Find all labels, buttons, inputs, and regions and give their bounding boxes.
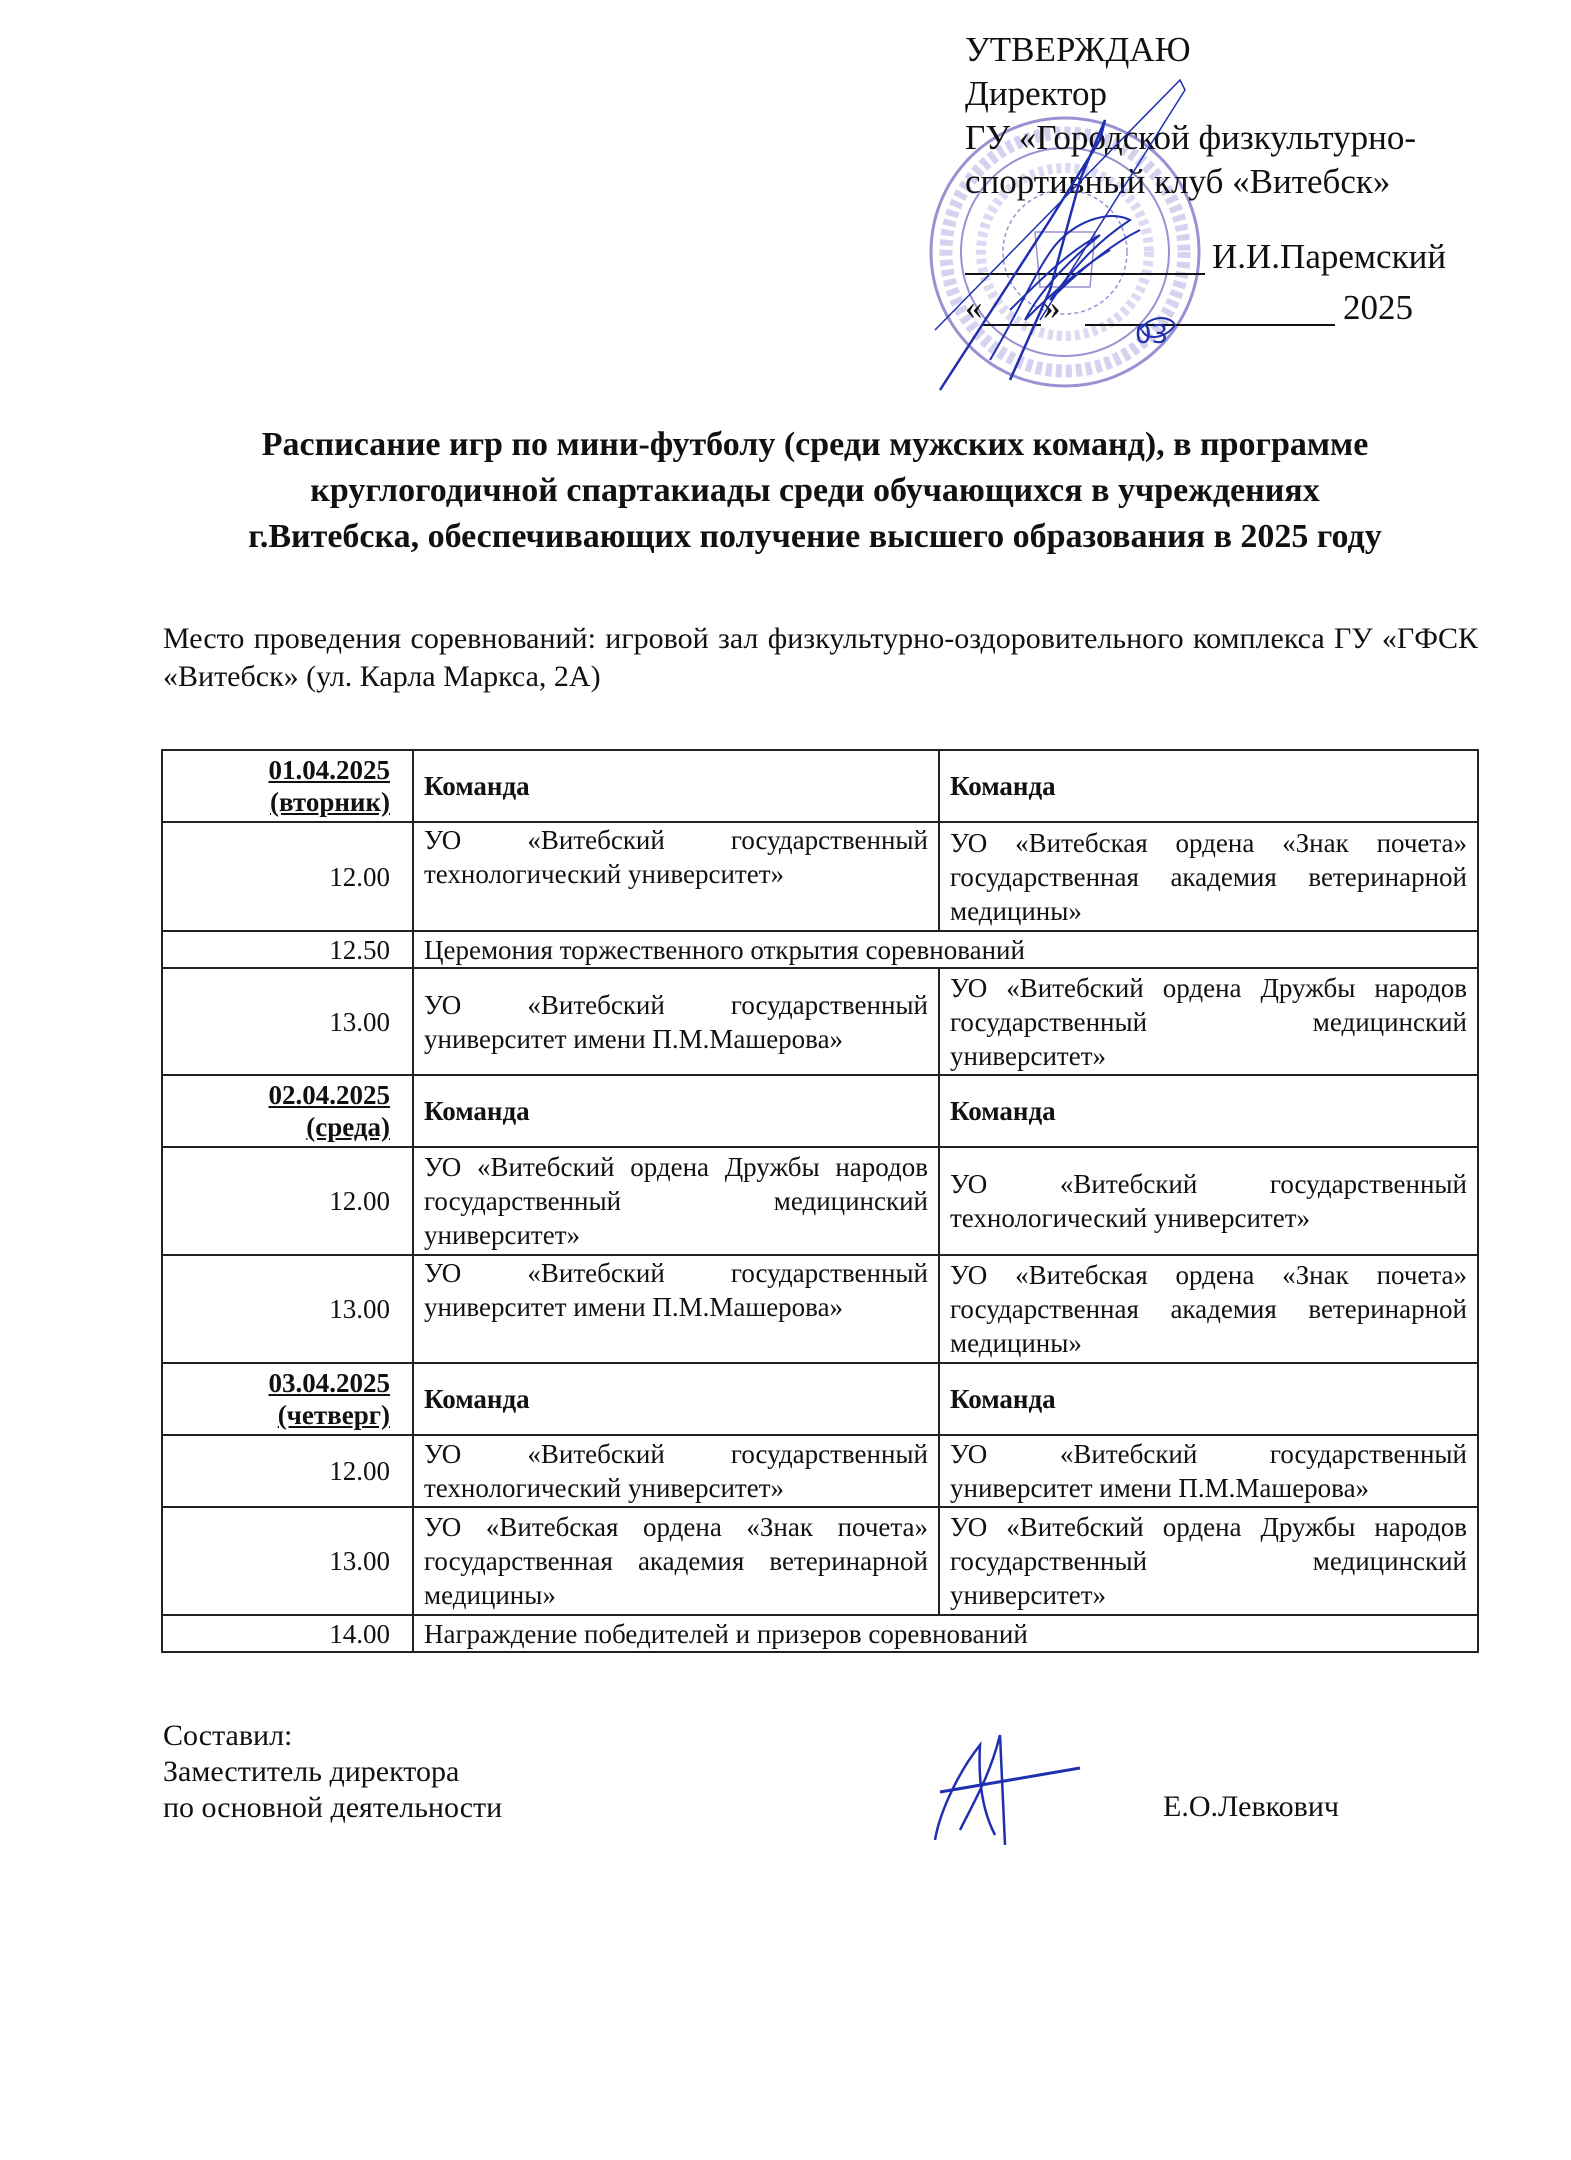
day-header-row [162,1363,1478,1435]
match-team1: УО «Витебский государственный технологический университет» [413,1435,939,1507]
event-description: Награждение победителей и призеров соревнований [413,1615,1478,1652]
approval-signatory: И.И.Паремский [1212,237,1447,276]
date-close-quote: » [1043,288,1061,327]
match-time: 12.00 [162,1147,413,1255]
director-signature-icon [930,60,1230,400]
day-date: 03.04.2025 [268,1368,390,1398]
approval-org-line2: спортивный клуб «Витебск» [965,162,1391,201]
match-team1: УО «Витебский ордена Дружбы народов государственный медицинский университет» [413,1147,939,1255]
day-date: 01.04.2025 [268,755,390,785]
event-description: Церемония торжественного открытия соревнований [413,931,1478,968]
day-date: 02.04.2025 [268,1080,390,1110]
match-time: 13.00 [162,1507,413,1615]
match-row [162,968,1478,1075]
day-header-row [162,1075,1478,1147]
event-row [162,1615,1478,1652]
day-header-row [162,750,1478,822]
title-line3: г.Витебска, обеспечивающих получение высшего образования в 2025 году [248,518,1382,555]
match-team1: УО «Витебский государственный университет имени П.М.Машерова» [413,968,939,1075]
match-team2: УО «Витебский ордена Дружбы народов государственный медицинский университет» [939,968,1478,1075]
compiler-signature-icon [920,1730,1100,1850]
match-team2: УО «Витебский ордена Дружбы народов государственный медицинский университет» [939,1507,1478,1615]
date-open-quote: « [965,288,983,327]
day-weekday: (четверг) [277,1400,390,1430]
day-date-cell [162,750,413,822]
day-weekday: (вторник) [270,787,390,817]
column-header-team2: Команда [939,1363,1478,1435]
match-team1: УО «Витебская ордена «Знак почета» государственная академия ветеринарной медицины» [413,1507,939,1615]
match-time: 13.00 [162,1255,413,1363]
compiler-name: Е.О.Левкович [1163,1790,1339,1823]
approval-year: 2025 [1343,288,1413,327]
compiler-position-line2: по основной деятельности [163,1791,503,1824]
match-team1: УО «Витебский государственный технологический университет» [413,822,939,931]
column-header-team1: Команда [413,1075,939,1147]
match-team2: УО «Витебский государственный технологический университет» [939,1147,1478,1255]
match-row [162,1507,1478,1615]
event-time: 12.50 [162,931,413,968]
match-row [162,1255,1478,1363]
match-time: 12.00 [162,1435,413,1507]
match-time: 12.00 [162,822,413,931]
event-time: 14.00 [162,1615,413,1652]
compiled-by-block [163,1718,502,1826]
document-title [150,422,1480,560]
schedule-table [161,749,1479,1653]
title-line2: круглогодичной спартакиады среди обучающихся в учреждениях [310,472,1320,509]
column-header-team1: Команда [413,1363,939,1435]
match-time: 13.00 [162,968,413,1075]
approval-org-line1: ГУ «Городской физкультурно- [965,118,1416,157]
day-date-cell [162,1363,413,1435]
approval-heading: УТВЕРЖДАЮ [965,30,1191,69]
match-row [162,822,1478,931]
match-team2: УО «Витебская ордена «Знак почета» государственная академия ветеринарной медицины» [939,822,1478,931]
handwritten-month: 03 [1135,320,1169,350]
title-line1: Расписание игр по мини-футболу (среди мужских команд), в программе [261,426,1369,463]
venue-text: Место проведения соревнований: игровой зал физкультурно-оздоровительного комплекса ГУ «ГФСК «Витебск» (ул. Карла Маркса, 2А) [163,622,1478,693]
match-team2: УО «Витебский государственный университет имени П.М.Машерова» [939,1435,1478,1507]
match-row [162,1435,1478,1507]
day-date-cell [162,1075,413,1147]
event-row [162,931,1478,968]
compiled-label: Составил: [163,1719,293,1752]
compiler-position-line1: Заместитель директора [163,1755,460,1788]
day-weekday: (среда) [306,1112,390,1142]
column-header-team2: Команда [939,1075,1478,1147]
column-header-team2: Команда [939,750,1478,822]
column-header-team1: Команда [413,750,939,822]
approval-position: Директор [965,74,1108,113]
match-team2: УО «Витебская ордена «Знак почета» государственная академия ветеринарной медицины» [939,1255,1478,1363]
match-row [162,1147,1478,1255]
match-team1: УО «Витебский государственный университет имени П.М.Машерова» [413,1255,939,1363]
